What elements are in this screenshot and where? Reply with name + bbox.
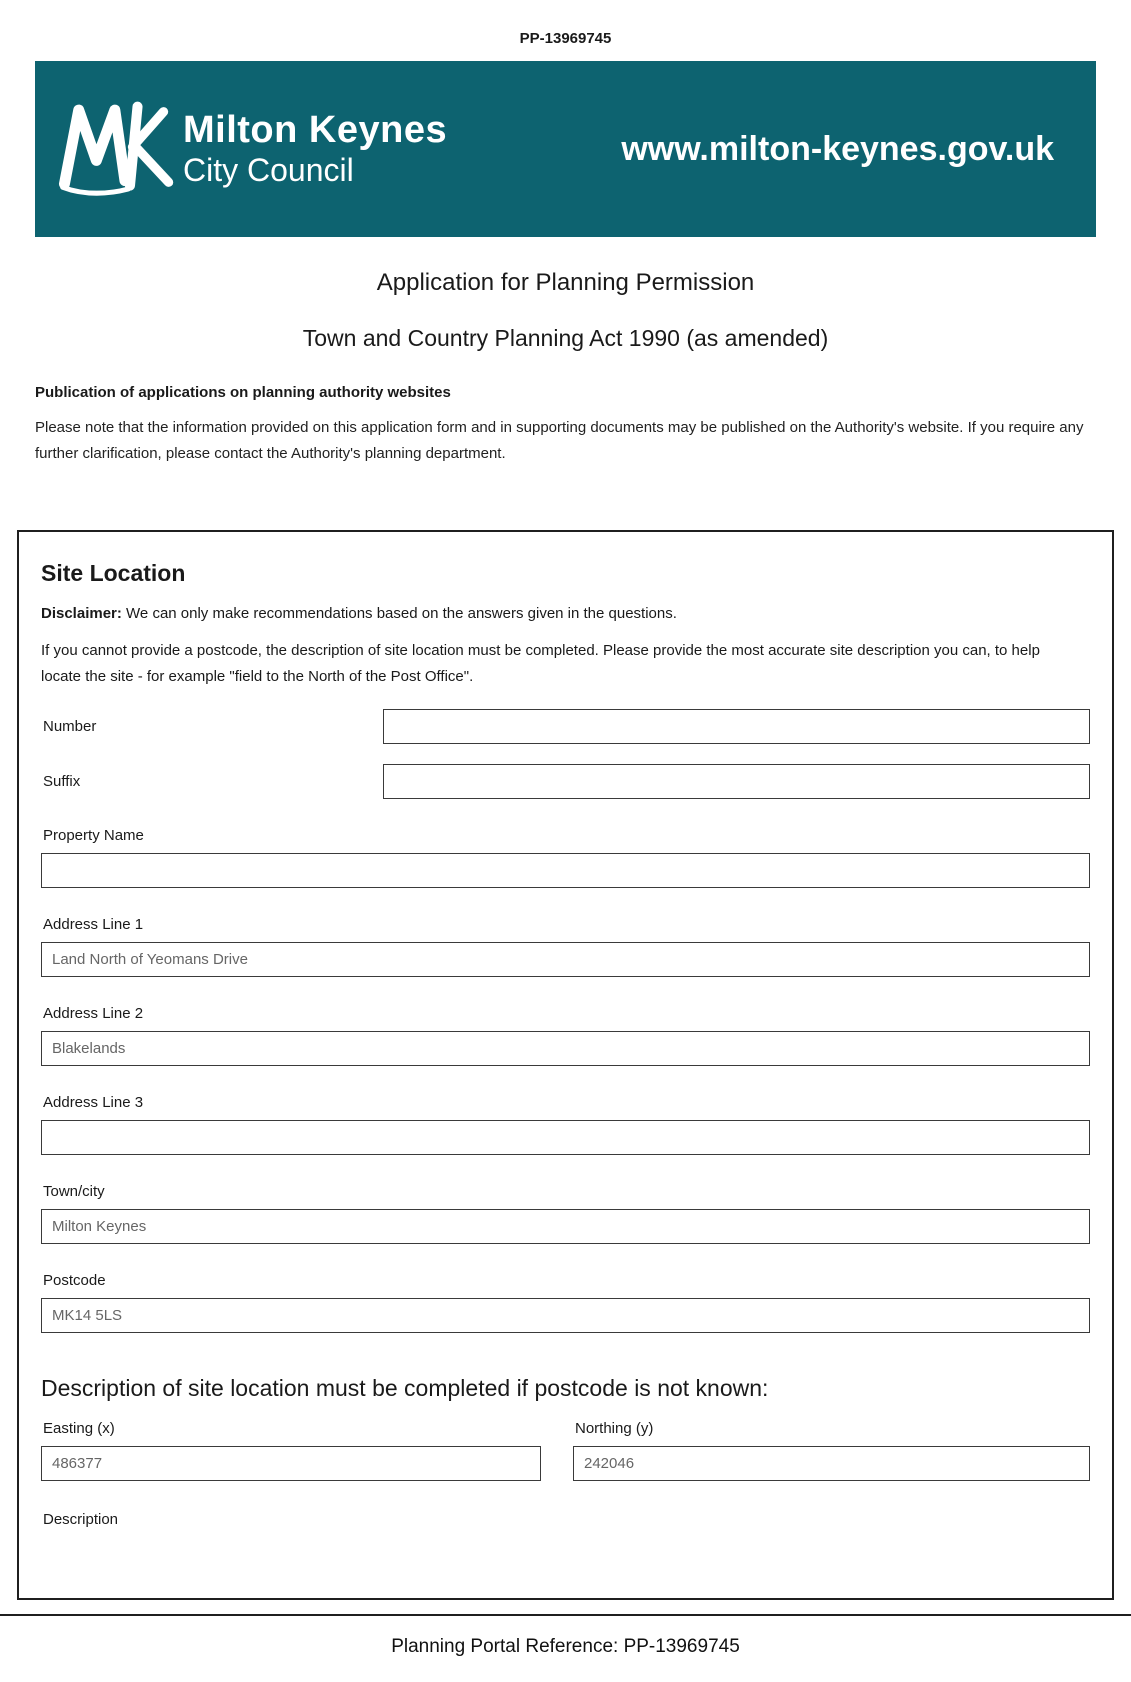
address-line-1-input[interactable]	[41, 942, 1090, 977]
town-city-label: Town/city	[43, 1183, 105, 1200]
property-name-input[interactable]	[41, 853, 1090, 888]
address-line-3-label: Address Line 3	[43, 1094, 144, 1111]
northing-input[interactable]	[573, 1446, 1090, 1481]
easting-input[interactable]	[41, 1446, 541, 1481]
mk-logo	[51, 88, 447, 211]
logo-council-subtitle: City Council	[183, 152, 354, 189]
address-line-2-input[interactable]	[41, 1031, 1090, 1066]
field-row-suffix	[41, 764, 1090, 799]
property-name-label: Property Name	[43, 827, 144, 844]
form-title: Application for Planning Permission	[376, 269, 755, 296]
field-postcode	[41, 1272, 1090, 1333]
field-address-line-3	[41, 1094, 1090, 1155]
suffix-label: Suffix	[43, 773, 81, 790]
address-line-3-input[interactable]	[41, 1120, 1090, 1155]
disclaimer-label: Disclaimer:	[41, 605, 122, 622]
address-line-1-label: Address Line 1	[43, 916, 144, 933]
site-location-heading: Site Location	[41, 560, 186, 586]
address-line-2-label: Address Line 2	[43, 1005, 144, 1022]
logo-council-name: Milton Keynes	[183, 108, 448, 151]
town-city-input[interactable]	[41, 1209, 1090, 1244]
field-easting	[41, 1420, 541, 1481]
postcode-input[interactable]	[41, 1298, 1090, 1333]
publication-notice	[35, 384, 1096, 466]
council-header-banner	[35, 61, 1096, 237]
publication-heading: Publication of applications on planning authority websites	[35, 384, 451, 401]
field-address-line-2	[41, 1005, 1090, 1066]
postcode-label: Postcode	[43, 1272, 106, 1289]
description-label: Description	[43, 1511, 119, 1528]
site-location-section	[17, 530, 1114, 1600]
disclaimer-text	[41, 605, 1090, 622]
logo-text	[183, 109, 447, 189]
description-site-heading: Description of site location must be completed if postcode is not known:	[41, 1375, 769, 1401]
easting-label: Easting (x)	[43, 1420, 115, 1437]
portal-reference-footer: Planning Portal Reference: PP-13969745	[391, 1636, 740, 1657]
field-address-line-1	[41, 916, 1090, 977]
field-town-city	[41, 1183, 1090, 1244]
number-label: Number	[43, 718, 97, 735]
field-property-name	[41, 827, 1090, 888]
number-input[interactable]	[383, 709, 1090, 744]
suffix-input[interactable]	[383, 764, 1090, 799]
form-subtitle: Town and Country Planning Act 1990 (as amended)	[302, 325, 829, 351]
portal-reference-top: PP-13969745	[519, 30, 612, 47]
council-website-url: www.milton-keynes.gov.uk	[621, 129, 1054, 168]
postcode-note: If you cannot provide a postcode, the description of site location must be completed. Please provide the most accurate site description you can, to help locate the site - for example "field to the North of the Post Office".	[41, 642, 1040, 685]
publication-text: Please note that the information provided on this application form and in supporting documents may be published on the Authority's website. If you require any further clarification, please contact the Authority's planning department.	[35, 419, 1084, 462]
field-row-number	[41, 709, 1090, 744]
footer-divider	[0, 1614, 1131, 1616]
mk-monogram-icon	[51, 88, 177, 211]
disclaimer-body: We can only make recommendations based on the answers given in the questions.	[121, 605, 677, 622]
coordinates-row	[41, 1420, 1090, 1481]
northing-label: Northing (y)	[575, 1420, 654, 1437]
field-northing	[573, 1420, 1090, 1481]
